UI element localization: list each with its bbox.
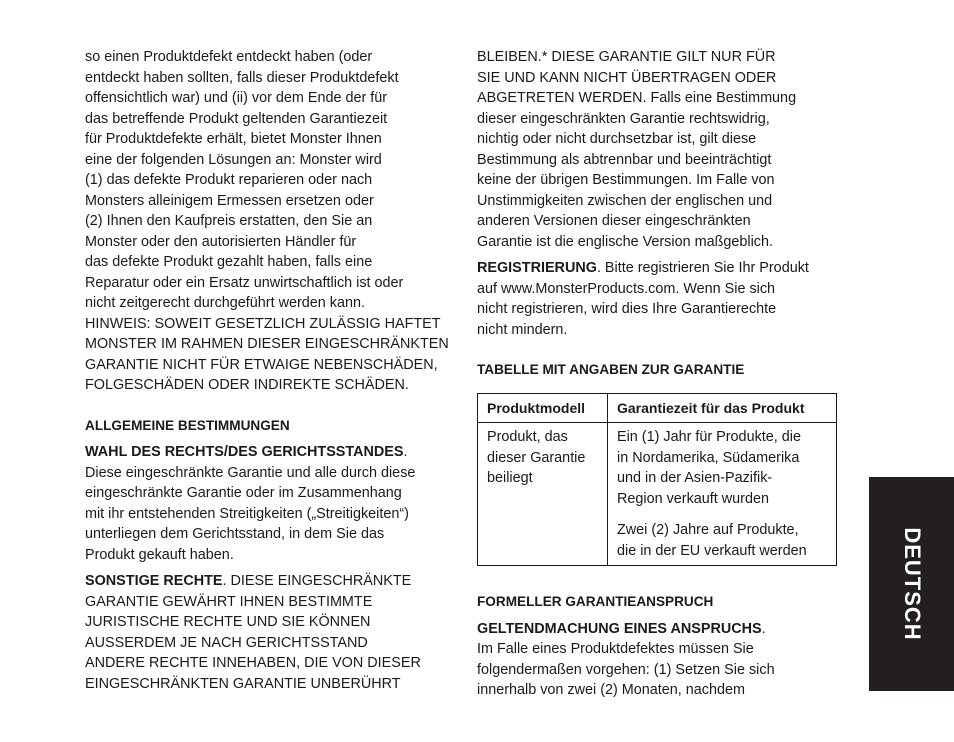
text-line: anderen Versionen dieser eingeschränkten (477, 213, 751, 229)
claim-title: GELTENDMACHUNG EINES ANSPRUCHS (477, 620, 762, 637)
text-line: JURISTISCHE RECHTE UND SIE KÖNNEN (85, 614, 371, 630)
intro-paragraph (85, 47, 460, 396)
text-line: Im Falle eines Produktdefektes müssen Sie (477, 641, 754, 657)
column-header-period: Garantiezeit für das Produkt (608, 393, 837, 423)
text-line: Unstimmigkeiten zwischen der englischen und (477, 192, 773, 209)
text-line: für Produktdefekte erhält, bietet Monster Ihnen (85, 131, 382, 147)
text-line: AUSSERDEM JE NACH GERICHTSSTAND (85, 634, 368, 651)
text-line: FOLGESCHÄDEN ODER INDIREKTE SCHÄDEN. (85, 377, 409, 393)
text-line: Region verkauft wurden (617, 490, 769, 507)
text-line: (2) Ihnen den Kaufpreis erstatten, den Sie an (85, 213, 373, 229)
text-line: in Nordamerika, Südamerika (617, 449, 800, 466)
text-line: Monsters alleinigem Ermessen ersetzen oder (85, 192, 374, 209)
text-line: Garantie ist die englische Version maßgeblich. (477, 233, 773, 250)
text-line: SIE UND KANN NICHT ÜBERTRAGEN ODER (477, 69, 777, 86)
text-line: und in der Asien-Pazifik- (617, 470, 773, 486)
text-line: Produkt gekauft haben. (85, 546, 234, 563)
text-line: eingeschränkte Garantie oder im Zusammenhang (85, 485, 402, 501)
text-line: unterliegen dem Gerichtsstand, in dem Sie das (85, 526, 385, 542)
left-column (85, 47, 460, 694)
registration-title: REGISTRIERUNG (477, 260, 597, 276)
text-line: eine der folgenden Lösungen an: Monster wird (85, 151, 382, 168)
section-heading-table: TABELLE MIT ANGABEN ZUR GARANTIE (477, 362, 745, 377)
text-line: EINGESCHRÄNKTEN GARANTIE UNBERÜHRT (85, 675, 401, 692)
text-line: auf www.MonsterProducts.com. Wenn Sie sich (477, 280, 776, 297)
text-line: offensichtlich war) und (ii) vor dem Ende der für (85, 90, 388, 106)
text-line: entdeckt haben sollten, falls dieser Produktdefekt (85, 69, 399, 86)
text-line: HINWEIS: SOWEIT GESETZLICH ZULÄSSIG HAFTET (85, 315, 441, 332)
language-side-tab (869, 477, 954, 691)
continuation-paragraph (477, 47, 839, 252)
text-line: BLEIBEN.* DIESE GARANTIE GILT NUR FÜR (477, 49, 776, 65)
text-line: dieser Garantie (487, 449, 586, 466)
text-line: Bestimmung als abtrennbar und beeinträchtigt (477, 151, 772, 168)
right-column (477, 47, 839, 701)
text-line: dieser eingeschränkten Garantie rechtswidrig, (477, 110, 770, 127)
title-suffix: . (761, 620, 766, 637)
text-line: nicht registrieren, wird dies Ihre Garantierechte (477, 301, 777, 317)
table-row (478, 423, 837, 566)
period-two-years (617, 520, 827, 561)
other-rights-title: SONSTIGE RECHTE (85, 573, 223, 589)
text-line: Ein (1) Jahr für Produkte, die (617, 429, 801, 445)
text-line: Produkt, das (487, 429, 568, 445)
text-line: Zwei (2) Jahre auf Produkte, (617, 522, 799, 538)
text-line: innerhalb von zwei (2) Monaten, nachdem (477, 682, 745, 698)
choice-of-law-title: WAHL DES RECHTS/DES GERICHTSSTANDES (85, 444, 404, 460)
choice-of-law-paragraph (85, 442, 460, 565)
section-heading-formal-claim: FORMELLER GARANTIEANSPRUCH (477, 594, 714, 609)
title-suffix: . (403, 444, 408, 460)
text-line: beiliegt (487, 470, 533, 486)
text-line: ABGETRETEN WERDEN. Falls eine Bestimmung (477, 90, 797, 106)
text-line: ANDERE RECHTE INNEHABEN, DIE VON DIESER (85, 655, 421, 671)
text-line: Monster oder den autorisierten Händler für (85, 233, 357, 250)
registration-paragraph (477, 258, 839, 340)
cell-period (608, 423, 837, 566)
text-line: die in der EU verkauft werden (617, 542, 807, 559)
text-line: GARANTIE GEWÄHRT IHNEN BESTIMMTE (85, 593, 373, 610)
text-line: das defekte Produkt gezahlt haben, falls eine (85, 254, 373, 270)
text-line: nichtig oder nicht durchsetzbar ist, gilt diese (477, 131, 757, 147)
text-line: (1) das defekte Produkt reparieren oder nach (85, 172, 373, 188)
language-label: DEUTSCH (899, 527, 925, 641)
text-line: das betreffende Produkt geltenden Garantiezeit (85, 110, 388, 127)
text-line: Diese eingeschränkte Garantie und alle durch diese (85, 464, 416, 481)
cell-model (478, 423, 608, 566)
text-line: Reparatur oder ein Ersatz unwirtschaftlich ist oder (85, 274, 404, 291)
column-header-model: Produktmodell (478, 393, 608, 423)
text-line: nicht mindern. (477, 321, 568, 338)
text-line: GARANTIE NICHT FÜR ETWAIGE NEBENSCHÄDEN, (85, 356, 438, 373)
text-line: folgendermaßen vorgehen: (1) Setzen Sie sich (477, 661, 775, 678)
text-line: MONSTER IM RAHMEN DIESER EINGESCHRÄNKTEN (85, 336, 449, 352)
period-one-year (617, 427, 827, 509)
text-line: . Bitte registrieren Sie Ihr Produkt (596, 260, 809, 276)
text-line: keine der übrigen Bestimmungen. Im Falle von (477, 172, 775, 188)
section-heading-general: ALLGEMEINE BESTIMMUNGEN (85, 417, 290, 433)
warranty-table (477, 393, 837, 567)
text-line: so einen Produktdefekt entdeckt haben (oder (85, 49, 373, 65)
text-line: . DIESE EINGESCHRÄNKTE (222, 573, 412, 589)
text-line: mit ihr entstehenden Streitigkeiten („Streitigkeiten“) (85, 505, 409, 522)
table-header-row (478, 393, 837, 423)
claim-paragraph (477, 619, 839, 701)
text-line: nicht zeitgerecht durchgeführt werden kann. (85, 295, 365, 311)
other-rights-paragraph (85, 571, 460, 694)
